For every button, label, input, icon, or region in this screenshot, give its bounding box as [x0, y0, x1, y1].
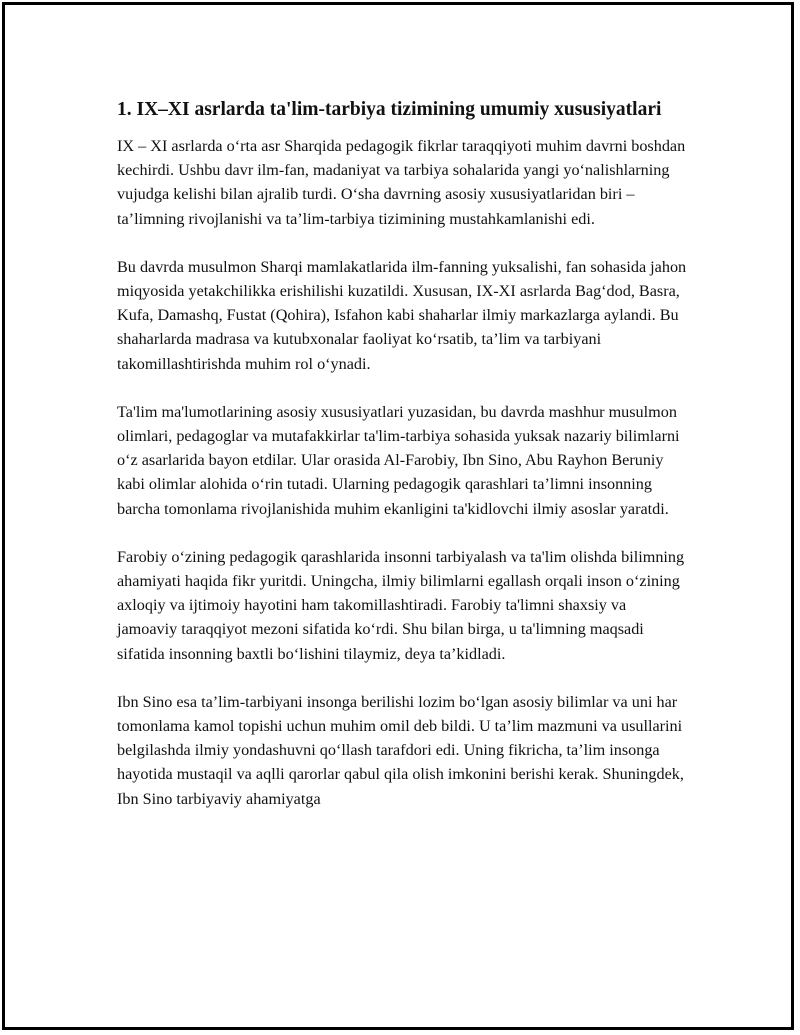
paragraph-5: Ibn Sino esa taʼlim-tarbiyani insonga berilishi lozim boʻlgan asosiy bilimlar va uni har tomonlama kamol topishi uchun muhim omil deb bildi. U taʼlim mazmuni va usullarini belgilashda ilmiy yondashuvni qoʻllash tarafdori edi. Uning fikricha, taʼlim insonga hayotida mustaqil va aqlli qarorlar qabul qila olish imkonini berishi kerak. Shuningdek, Ibn Sino tarbiyaviy ahamiyatga — [117, 692, 684, 808]
section-heading: 1. IX–XI asrlarda ta'lim-tarbiya tizimining umumiy xususiyatlari — [117, 99, 662, 120]
paragraph-4: Farobiy oʻzining pedagogik qarashlarida insonni tarbiyalash va ta'lim olishda bilimning ahamiyati haqida fikr yuritdi. Uningcha, ilmiy bilimlarni egallash orqali inson oʻzining axloqiy va ijtimoiy hayotini ham takomillashtiradi. Farobiy ta'limni shaxsiy va jamoaviy taraqqiyot mezoni sifatida koʻrdi. Shu bilan birga, u ta'limning maqsadi sifatida insonning baxtli boʻlishini tilaymiz, deya taʼkidladi. — [117, 547, 685, 663]
paragraph-1: IX – XI asrlarda oʻrta asr Sharqida pedagogik fikrlar taraqqiyoti muhim davrni boshdan kechirdi. Ushbu davr ilm-fan, madaniyat va tarbiya sohalarida yangi yoʻnalishlarning vujudga kelishi bilan ajralib turdi. Oʻsha davrning asosiy xususiyatlaridan biri – taʼlimning rivojlanishi va taʼlim-tarbiya tizimining mustahkamlanishi edi. — [117, 137, 686, 228]
paragraph-3: Ta'lim ma'lumotlarining asosiy xususiyatlari yuzasidan, bu davrda mashhur musulmon olimlari, pedagoglar va mutafakkirlar ta'lim-tarbiya sohasida yuksak nazariy bilimlarni oʻz asarlarida bayon etdilar. Ular orasida Al-Farobiy, Ibn Sino, Abu Rayhon Beruniy kabi olimlar alohida oʻrin tutadi. Ularning pedagogik qarashlari taʼlimni insonning barcha tomonlama rivojlanishida muhim ekanligini ta'kidlovchi ilmiy asoslar yaratdi. — [117, 402, 680, 518]
document-body — [117, 96, 689, 835]
paragraph-2: Bu davrda musulmon Sharqi mamlakatlarida ilm-fanning yuksalishi, fan sohasida jahon miqyosida yetakchilikka erishilishi kuzatildi. Xususan, IX-XI asrlarda Bagʻdod, Basra, Kufa, Damashq, Fustat (Qohira), Isfahon kabi shaharlar ilmiy markazlarga aylandi. Bu shaharlarda madrasa va kutubxonalar faoliyat koʻrsatib, taʼlim va tarbiyani takomillashtirishda muhim rol oʻynadi. — [117, 257, 687, 373]
